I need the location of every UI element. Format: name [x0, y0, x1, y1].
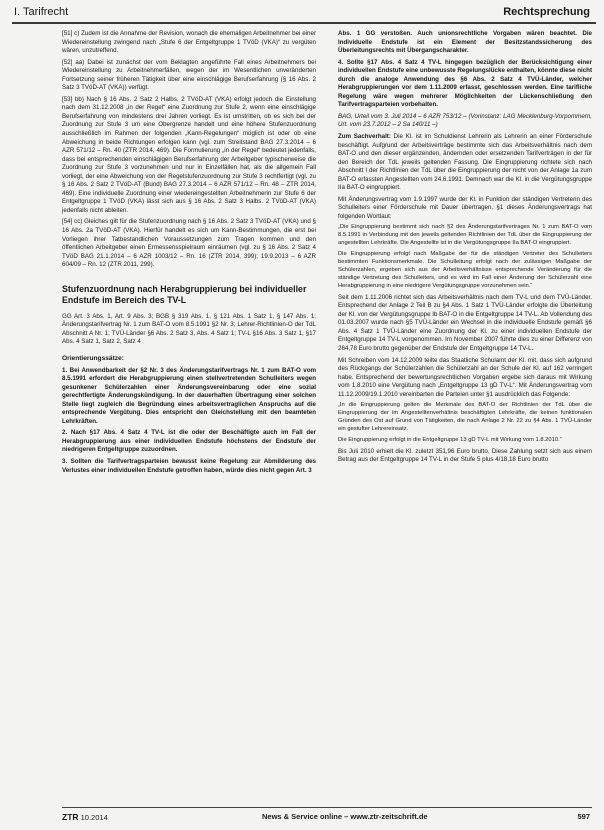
quote-3: „In die Eingruppierung gelten die Merkmale des BAT-O der Richtlinien der TdL über die Eingruppierung der im Angestelltenverhältnis beschäftigten Lehrkräfte, die keinen funktionalen Gründen des Ost auf Grund von Tätigkeiten, die nach Anlage 2 Nr. 22 zu §4 Abs. 1 TVÜ-Länder ein gestufter Lehrereinsatz. [338, 402, 592, 433]
paragraph-51: [51] c) Zudem ist die Annahme der Revision, wonach die ehemaligen Arbeitnehmer bei einer Wiedereinstellung zwingend nach „Stufe 6 der Entgeltgruppe 1 TVöD (VKA)“ zu vergüten wären, unzutreffend. [62, 30, 316, 55]
header-category: Rechtsprechung [503, 6, 590, 18]
running-header [12, 4, 596, 24]
journal-logo: ZTR [62, 812, 79, 822]
facts-heading: Zum Sachverhalt: [338, 133, 391, 141]
facts-paragraph-3: Seit dem 1.11.2006 richtet sich das Arbeitsverhältnis nach dem TV-L und dem TVÜ-Länder. Entsprechend der Anlage 2 Teil B zu §4 Abs. 1 Satz 1 TVÜ-Länder erfolgte die Überleitung der Kl. von der Vergütungsgruppe Ib BAT-O in die Entgeltgruppe 14 TV-L. Ab Vollendung des 01.03.2007 wurde nach §5 TVÜ-Länder ein Wechsel in die individuelle Endstufe gemäß §6 Abs. 4 Satz 1 TVÜ-Länder eine Zuordnung der Kl. zu einer individuellen Endstufe der Entgeltgruppe 14 TV-L vorgenommen. Im November 2007 führte dies zu einer Differenz von 264,78 Euro brutto gegenüber der Endstufe der Entgeltgruppe 14 TV-L. [338, 293, 592, 353]
facts-text: Die Kl. ist im Schuldienst Lehrerin als Lehrerin an einer Förderschule beschäftigt. Aufgrund der Arbeitsverträge bestimmte sich das Arbeitsverhältnis nach dem BAT-O und den dieser ergänzenden, ändernden oder ersetzenden Tarifverträgen in der für den Bereich der TdL jeweils geltenden Fassung. Die Eingruppierung richtete sich nach Abschnitt I der Richtlinien der TdL über die Eingruppierung der nicht von der Anlage 1a zum BAT-O erfassten Angestellten vom 24.6.1991. Demnach war die Kl. in die Vergütungsgruppe IIa BAT-O eingruppiert. [338, 133, 593, 192]
page-number: 597 [577, 812, 590, 821]
facts-paragraph-5: Bis Juli 2010 erhielt die Kl. zuletzt 351,96 Euro brutto. Diese Zahlung setzt sich aus einem Betrag aus der Entgeltgruppe 14 TV-L in der Stufe 5 plus 4/18,18 Euro brutto [338, 447, 592, 464]
orientation-heading: Orientierungssätze: [62, 354, 124, 362]
quote-4: Die Eingruppierung erfolgt in die Entgeltgruppe 13 gD TV-L mit Wirkung vom 1.8.2010.“ [338, 436, 562, 443]
facts-paragraph-4: Mit Schreiben vom 14.12.2009 teilte das Staatliche Schulamt der Kl. mit, dass sich aufgrund des Rückgangs der Schülerzahlen die Schülerzahl an der Schule der Kl. auf 162 verringert habe. Entsprechend der bewertungsrechtlichen Vorgaben ergebe sich daraus mit Wirkung vom 1.8.2010 eine Vergütung nach „Entgeltgruppe 13 gD TV-L“. Mit Änderungsvertrag vom 11.12.2009/19.1.2010 vereinbarten die Parteien unter §1 ausdrücklich das Folgende: [338, 356, 592, 398]
quote-1: „Die Eingruppierung bestimmt sich nach §2 des Änderungstarifvertrages Nr. 1 zum BAT-O vom 8.5.1991 in Verbindung mit den jeweils geltenden Richtlinien der TdL über die Eingruppierung der angestellten Lehrkräfte. Die Angestellte ist in die Vergütungsgruppe IIa BAT-O eingruppiert. [338, 224, 592, 247]
norms-list: GG Art. 3 Abs. 1, Art. 9 Abs. 3; BGB § 319 Abs. 1, § 121 Abs. 1 Satz 1, § 147 Abs. 1; Änderungstarifvertrag Nr. 1 zum BAT-O vom 8.5.1991 §2 Nr. 3; Lehrer-Richtlinien-O der TdL Abschnitt A Nr. 1; TVÜ-Länder §6 Abs. 2 Satz 3, Abs. 4 Satz 1; TV-L §16 Abs. 3 Satz 1, §17 Abs. 4 Satz 1, Satz 2, Satz 4 [62, 312, 316, 346]
orientation-4: 4. Sollte §17 Abs. 4 Satz 4 TV-L hingegen bezüglich der Berücksichtigung einer individuellen Endstufe eine unbewusste Regelungslücke enthalten, könnte diese nicht durch die analoge Anwendung des §6 Abs. 2 Satz 4 TVÜ-Länder, welcher Herabgruppierungen vor dem 1.11.2009 erfasst, geschlossen werden. Eine tarifliche Regelung wäre wegen mehrerer Möglichkeiten der Lückenschließung den Tarifvertragsparteien vorbehalten. [338, 58, 592, 109]
orientation-2: 2. Nach §17 Abs. 4 Satz 4 TV-L ist die oder der Beschäftigte auch im Fall der Herabgruppierung aus einer individuellen Endstufe höchstens der Endstufe der niedrigeren Entgeltgruppe zuzuordnen. [62, 429, 316, 454]
header-section: I. Tarifrecht [14, 6, 69, 18]
page-footer [62, 807, 592, 822]
facts-paragraph-2: Mit Änderungsvertrag vom 1.9.1997 wurde der Kl. in Funktion der ständigen Vertreterin des Schulleiters einer Förderschule mit Dauer übertragen, §1 dieses Änderungsvertrags hat folgenden Wortlaut: [338, 195, 592, 220]
footer-website: News & Service online – www.ztr-zeitschrift.de [262, 812, 428, 821]
orientation-3: 3. Sollten die Tarifvertragsparteien bewusst keine Regelung zur Abmilderung des Verlustes einer individuellen Endstufe getroffen haben, würde dies nicht gegen Art. 3 [62, 457, 316, 474]
left-column [62, 30, 316, 478]
right-column [338, 30, 592, 468]
court-citation: BAG, Urteil vom 3. Juli 2014 – 6 AZR 753/12 – (Vorinstanz: LAG Mecklenburg-Vorpommern, Urt. vom 23.7.2012 – 2 Sa 140/11 –) [338, 112, 592, 129]
footer-journal-issue [62, 812, 108, 822]
issue-number: 10.2014 [80, 813, 108, 822]
section-title: Stufenzuordnung nach Herabgruppierung bei individueller Endstufe im Bereich des TV-L [62, 283, 307, 305]
orientation-3-continued: Abs. 1 GG verstoßen. Auch unionsrechtliche Vorgaben wären beachtet. Die Individuelle Endstufe ist ein Element der Besitzstandssicherung des Überleitungsrechts mit Übergangscharakter. [338, 30, 592, 55]
paragraph-52: [52] aa) Dabei ist zunächst der vom Beklagten angeführte Fall eines Arbeitnehmers bei Wiedereinstellung zu Arbeitnehmerfällen, wegen der im Wesentlichen unveränderten Fortsetzung seiner früheren Tätigkeit über eine einschlägige Berufserfahrung (§ 16 Abs. 2 Satz 3 TVöD-AT (VKA)) verfügt. [62, 58, 316, 92]
facts-paragraph-1 [338, 133, 592, 193]
quote-2: Die Eingruppierung erfolgt nach Maßgabe der für die ständigen Vertreter des Schulleiters bestimmten Funktionsmerkmale. Die Schulleitung erfolgt nach der zulässigen Maßgabe der Schülerzahlen, ergeben sich aus der Arbeitsverhältnisse entsprechende Veränderung für die ständige Vertretung des Schulleiters, und es wird im Fall einer Änderung der Schülerzahl eine Herabgruppierung in eine niedrigere Vergütungsgruppe vorzunehmen sein.“ [338, 251, 592, 289]
orientation-1: 1. Bei Anwendbarkeit der §2 Nr. 3 des Änderungstarifvertrags Nr. 1 zum BAT-O vom 8.5.1991 erfordert die Herabgruppierung einen stellvertretenden Schulleiters wegen gesunkener Schülerzahlen einer Änderungsvereinbarung oder eine sozial gerechtfertigte Änderungskündigung. In der dauerhaften Übertragung einer solchen Stelle liegt zugleich die Begründung eines arbeitsvertraglichen Anspruchs auf die entsprechende Vergütung. Dies entspricht den Gleichstellung mit den beamteten Lehrkräften. [62, 366, 316, 425]
paragraph-53: [53] bb) Nach § 16 Abs. 2 Satz 2 Halbs. 2 TVöD-AT (VKA) erfolgt jedoch die Einstellung nach dem 31.12.2008 „in der Regel“ eine Zuordnung zur Stufe 2, wenn eine einschlägige Berufserfahrung von mindestens drei Jahren vorliegt. Es ist umstritten, ob es sich bei der Zuordnung zur Stufe 3 um eine Obergrenze handelt und eine höhere Stufenzuordnung ausschließlich im Rahmen der folgenden „Kann-Regelungen“ möglich ist oder ob eine Abweichung in beide Richtungen erfolgen kann (vgl. zum Streitstand BAG 27.3.2014 – 6 AZR 571/12 – Rn. 40 (ZTR 2014, 469). Die Formulierung „in der Regel“ bedeutet jedenfalls, dass bei entsprechenden einschlägigen Berufserfahrung der Arbeitgeber typischerweise die Zuordnung zur Stufe 3 vorzunehmen und nur in Einzelfällen hat, als die allgemein Fall vorliegt, der eine Abweichung von der Regelstufenzuordnung zur Stufe 3 rechtfertigt (vgl. zu § 16 Abs. 2 Satz 2 TVöD-AT (Bund) BAG 27.3.2014 – 6 AZR 571/12 – Rn. 48 – ZTR 2014, 469). Eine individuelle Zuordnung einer wiedereingestellten Arbeitnehmerin zur Stufe 6 der Entgeltgruppe 1 TVöD (VKA) lässt sich aus § 16 Abs. 2 Satz 3 Halbs. 2 TVöD-AT (VKA) jedenfalls nicht ableiten. [62, 95, 316, 214]
paragraph-54: [54] cc) Gleiches gilt für die Stufenzuordnung nach § 16 Abs. 2 Satz 3 TVöD-AT (VKA) und § 16 Abs. 2a TVöD-AT (VKA). Hierfür handelt es sich um Kann-Bestimmungen, die erst bei Vorliegen ihrer Tatbestandlichen Voraussetzungen zum Tragen kommen und den öffentlichen Arbeitgeber einen Ermessensspielraum einräumen (vgl. zu § 16 Abs. 2 Satz 4 TVöD BAG 21.1.2014 – 6 AZR 1003/12 – Rn. 16 (ZTR 2014, 399); 19.9.2013 – 6 AZR 604/09 – Rn. 12 (ZTR 2011, 299). [62, 218, 316, 269]
